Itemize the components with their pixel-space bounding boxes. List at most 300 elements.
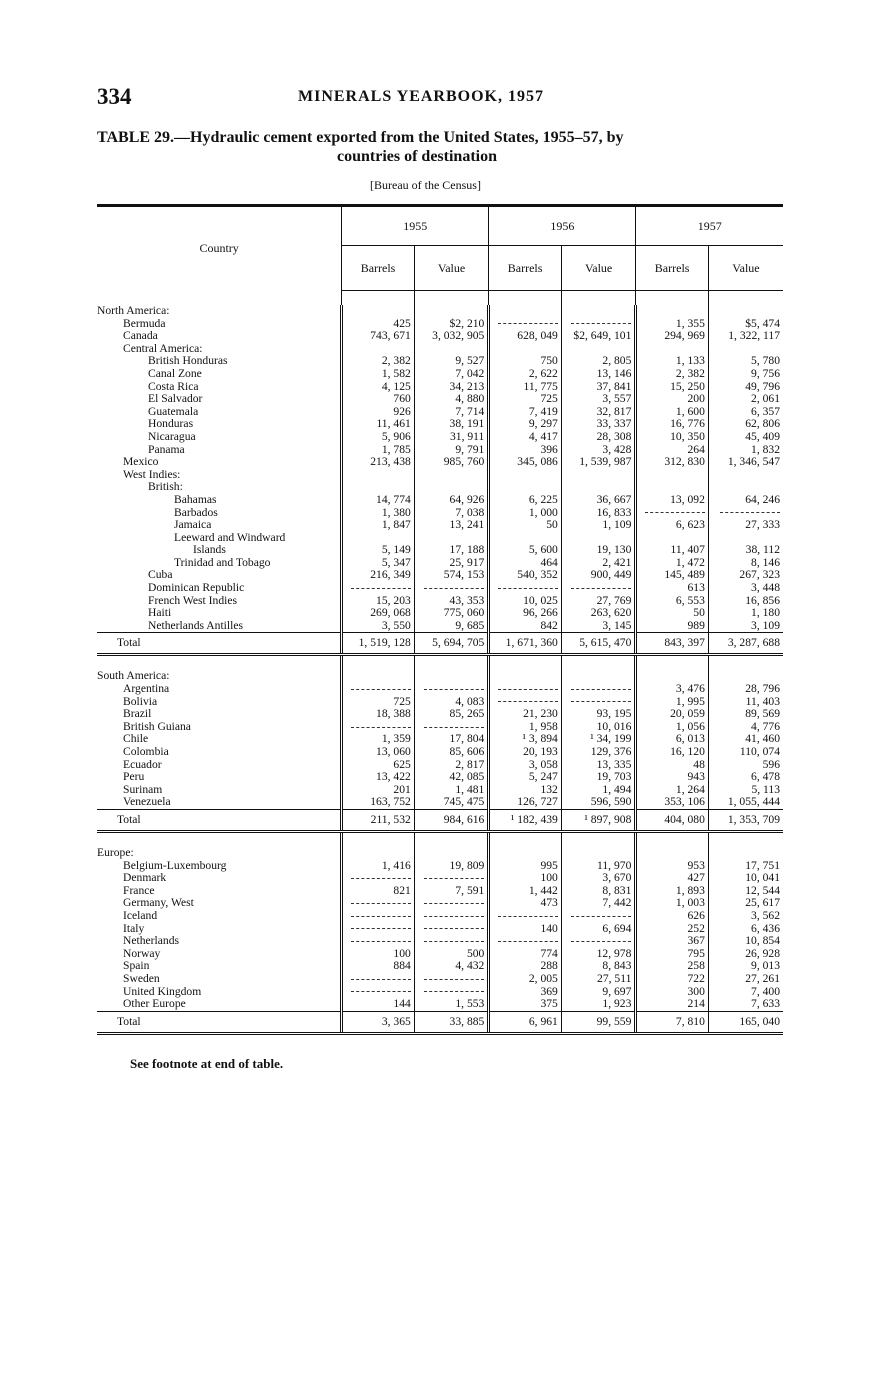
barrels-cell: 2, 382 <box>342 355 415 368</box>
value-cell: 13, 241 <box>414 519 489 532</box>
value-cell: $2, 210 <box>414 318 489 331</box>
barrels-cell: 843, 397 <box>636 633 709 655</box>
country-name: West Indies: <box>123 468 181 481</box>
value-cell: 3, 562 <box>708 910 783 923</box>
barrels-cell: 3, 476 <box>636 683 709 696</box>
country-name: Canal Zone <box>148 367 202 380</box>
barrels-cell: 258 <box>636 960 709 973</box>
country-name: Spain <box>123 960 150 973</box>
value-cell <box>561 683 636 696</box>
barrels-cell: 216, 349 <box>342 569 415 582</box>
barrels-cell <box>342 935 415 948</box>
no-data-dash <box>424 941 484 942</box>
value-cell: 64, 926 <box>414 494 489 507</box>
value-cell: 25, 917 <box>414 557 489 570</box>
value-cell: 62, 806 <box>708 418 783 431</box>
table-row <box>97 519 783 532</box>
value-cell: 2, 061 <box>708 393 783 406</box>
value-cell: 49, 796 <box>708 381 783 394</box>
value-cell: 1, 109 <box>561 519 636 532</box>
value-cell <box>561 935 636 948</box>
country-name: Iceland <box>123 909 158 922</box>
table-body <box>97 291 783 1034</box>
barrels-cell: 13, 422 <box>342 771 415 784</box>
column-header-country: Country <box>97 206 342 291</box>
no-data-dash <box>424 979 484 980</box>
no-data-dash <box>351 928 411 929</box>
no-data-dash <box>498 323 558 324</box>
table-row <box>97 456 783 469</box>
value-cell: 27, 769 <box>561 595 636 608</box>
country-name: Chile <box>123 733 149 746</box>
country-name: Colombia <box>123 746 169 758</box>
column-header-value: Value <box>561 246 636 291</box>
barrels-cell: 750 <box>489 355 562 368</box>
barrels-cell: 404, 080 <box>636 809 709 831</box>
barrels-cell: 1, 847 <box>342 519 415 532</box>
no-data-dash <box>351 916 411 917</box>
country-name: Cuba <box>148 569 173 582</box>
barrels-cell: 211, 532 <box>342 809 415 831</box>
table-source: [Bureau of the Census] <box>370 178 481 192</box>
barrels-cell: 628, 049 <box>489 330 562 343</box>
no-data-dash <box>424 991 484 992</box>
value-cell: 1, 481 <box>414 784 489 797</box>
barrels-cell: 6, 553 <box>636 595 709 608</box>
value-cell: 38, 191 <box>414 418 489 431</box>
value-cell: 12, 544 <box>708 885 783 898</box>
value-cell: 574, 153 <box>414 569 489 582</box>
country-name: United Kingdom <box>123 985 202 998</box>
barrels-cell <box>342 973 415 986</box>
barrels-cell: 1, 995 <box>636 696 709 709</box>
barrels-cell <box>489 305 562 318</box>
barrels-cell: 842 <box>489 620 562 633</box>
value-cell <box>708 305 783 318</box>
table-row <box>97 330 783 343</box>
table-row <box>97 935 783 948</box>
barrels-cell: 50 <box>489 519 562 532</box>
barrels-cell: 252 <box>636 923 709 936</box>
country-name: Bolivia <box>123 695 158 708</box>
value-cell: 6, 357 <box>708 406 783 419</box>
barrels-cell: 163, 752 <box>342 796 415 809</box>
value-cell: 13, 146 <box>561 368 636 381</box>
value-cell: 1, 180 <box>708 607 783 620</box>
table-title-line-2: countries of destination <box>337 148 497 165</box>
barrels-cell: 15, 203 <box>342 595 415 608</box>
country-name: Surinam <box>123 783 163 796</box>
table-row <box>97 986 783 999</box>
no-data-dash <box>351 727 411 728</box>
value-cell: 596 <box>708 759 783 772</box>
no-data-dash <box>424 928 484 929</box>
value-cell: 10, 016 <box>561 721 636 734</box>
value-cell: 2, 817 <box>414 759 489 772</box>
table-row <box>97 948 783 961</box>
no-data-dash <box>424 689 484 690</box>
value-cell: 3, 287, 688 <box>708 633 783 655</box>
barrels-cell: 2, 005 <box>489 973 562 986</box>
table-row <box>97 960 783 973</box>
barrels-cell <box>636 847 709 860</box>
country-name: Other Europe <box>123 998 186 1011</box>
no-data-dash <box>498 941 558 942</box>
group-heading-row <box>97 305 783 318</box>
barrels-cell: 345, 086 <box>489 456 562 469</box>
barrels-cell: 1, 133 <box>636 355 709 368</box>
column-header-year-1955: 1955 <box>342 206 489 246</box>
barrels-cell: 821 <box>342 885 415 898</box>
barrels-cell <box>489 683 562 696</box>
value-cell: 1, 346, 547 <box>708 456 783 469</box>
table-row <box>97 796 783 809</box>
table-row <box>97 683 783 696</box>
country-name: British Guiana <box>123 720 191 733</box>
value-cell <box>414 897 489 910</box>
barrels-cell: 213, 438 <box>342 456 415 469</box>
value-cell: 41, 460 <box>708 733 783 746</box>
column-header-year-1956: 1956 <box>489 206 636 246</box>
value-cell: 3, 109 <box>708 620 783 633</box>
country-name: Europe: <box>97 846 134 859</box>
value-cell <box>561 847 636 860</box>
country-name: Germany, West <box>123 897 194 910</box>
barrels-cell: 725 <box>489 393 562 406</box>
country-name: Costa Rica <box>148 380 199 393</box>
barrels-cell <box>636 305 709 318</box>
no-data-dash <box>571 701 631 702</box>
value-cell: 11, 403 <box>708 696 783 709</box>
table-row <box>97 897 783 910</box>
footnote: See footnote at end of table. <box>130 1056 284 1071</box>
table-row <box>97 381 783 394</box>
value-cell: 4, 880 <box>414 393 489 406</box>
table-gap-row <box>97 831 783 847</box>
barrels-cell: 13, 092 <box>636 494 709 507</box>
barrels-cell: 1, 056 <box>636 721 709 734</box>
barrels-cell: 367 <box>636 935 709 948</box>
country-name: France <box>123 884 155 897</box>
value-cell <box>561 582 636 595</box>
country-name: Total <box>97 809 342 831</box>
barrels-cell: 6, 623 <box>636 519 709 532</box>
value-cell: ¹ 34, 199 <box>561 733 636 746</box>
no-data-dash <box>720 512 780 513</box>
country-name: Central America: <box>123 342 203 355</box>
value-cell: 1, 353, 709 <box>708 809 783 831</box>
value-cell: 33, 337 <box>561 418 636 431</box>
column-header-barrels: Barrels <box>342 246 415 291</box>
barrels-cell: 300 <box>636 986 709 999</box>
cement-export-table <box>97 204 783 1035</box>
total-row <box>97 633 783 655</box>
value-cell <box>414 973 489 986</box>
barrels-cell: 774 <box>489 948 562 961</box>
country-name: South America: <box>97 670 170 683</box>
value-cell: 12, 978 <box>561 948 636 961</box>
no-data-dash <box>424 727 484 728</box>
barrels-cell: 1, 380 <box>342 507 415 520</box>
barrels-cell: 743, 671 <box>342 330 415 343</box>
page-number: 334 <box>97 84 132 109</box>
value-cell: 32, 817 <box>561 406 636 419</box>
country-name: French West Indies <box>148 594 238 607</box>
barrels-cell: 473 <box>489 897 562 910</box>
value-cell: 33, 885 <box>414 1011 489 1033</box>
barrels-cell: 1, 416 <box>342 860 415 873</box>
value-cell: 2, 805 <box>561 355 636 368</box>
table-row <box>97 431 783 444</box>
value-cell: 6, 478 <box>708 771 783 784</box>
barrels-cell: 989 <box>636 620 709 633</box>
country-name: Trinidad and Tobago <box>174 556 271 569</box>
value-cell: 34, 213 <box>414 381 489 394</box>
no-data-dash <box>351 941 411 942</box>
barrels-cell <box>489 582 562 595</box>
value-cell: 5, 113 <box>708 784 783 797</box>
barrels-cell: 6, 225 <box>489 494 562 507</box>
barrels-cell: 795 <box>636 948 709 961</box>
total-row <box>97 809 783 831</box>
value-cell: 11, 970 <box>561 860 636 873</box>
barrels-cell: 20, 059 <box>636 708 709 721</box>
barrels-cell: 722 <box>636 973 709 986</box>
value-cell: 8, 146 <box>708 557 783 570</box>
barrels-cell: 1, 600 <box>636 406 709 419</box>
value-cell: 165, 040 <box>708 1011 783 1033</box>
value-cell: 5, 615, 470 <box>561 633 636 655</box>
barrels-cell: 11, 407 <box>636 544 709 557</box>
barrels-cell: 884 <box>342 960 415 973</box>
table-row <box>97 923 783 936</box>
value-cell: 3, 557 <box>561 393 636 406</box>
barrels-cell: 953 <box>636 860 709 873</box>
barrels-cell: 1, 893 <box>636 885 709 898</box>
value-cell: 7, 400 <box>708 986 783 999</box>
barrels-cell: 369 <box>489 986 562 999</box>
no-data-dash <box>498 701 558 702</box>
table-row <box>97 860 783 873</box>
table-row <box>97 595 783 608</box>
no-data-dash <box>571 941 631 942</box>
no-data-dash <box>498 588 558 589</box>
value-cell: 89, 569 <box>708 708 783 721</box>
value-cell: 9, 013 <box>708 960 783 973</box>
country-name: Mexico <box>123 456 159 469</box>
value-cell: 900, 449 <box>561 569 636 582</box>
barrels-cell: 1, 359 <box>342 733 415 746</box>
barrels-cell: 926 <box>342 406 415 419</box>
value-cell: 7, 442 <box>561 897 636 910</box>
no-data-dash <box>351 588 411 589</box>
value-cell: $5, 474 <box>708 318 783 331</box>
barrels-cell <box>342 469 415 482</box>
barrels-cell: ¹ 3, 894 <box>489 733 562 746</box>
no-data-dash <box>571 323 631 324</box>
value-cell: 129, 376 <box>561 746 636 759</box>
table-row <box>97 368 783 381</box>
value-cell: 3, 670 <box>561 872 636 885</box>
barrels-cell: 140 <box>489 923 562 936</box>
column-header-barrels: Barrels <box>489 246 562 291</box>
value-cell: 9, 527 <box>414 355 489 368</box>
country-name: British Honduras <box>148 355 228 368</box>
no-data-dash <box>498 916 558 917</box>
value-cell <box>414 923 489 936</box>
value-cell: 16, 856 <box>708 595 783 608</box>
barrels-cell: 214 <box>636 998 709 1011</box>
barrels-cell <box>636 469 709 482</box>
country-name: Total <box>97 1011 342 1033</box>
country-name: Haiti <box>148 607 172 620</box>
barrels-cell: 100 <box>489 872 562 885</box>
barrels-cell: 145, 489 <box>636 569 709 582</box>
barrels-cell: 5, 247 <box>489 771 562 784</box>
value-cell: 9, 685 <box>414 620 489 633</box>
value-cell: 5, 694, 705 <box>414 633 489 655</box>
barrels-cell <box>489 910 562 923</box>
value-cell: 7, 714 <box>414 406 489 419</box>
table-row <box>97 620 783 633</box>
barrels-cell: 13, 060 <box>342 746 415 759</box>
table-row <box>97 569 783 582</box>
barrels-cell <box>489 847 562 860</box>
barrels-cell <box>342 872 415 885</box>
barrels-cell: 132 <box>489 784 562 797</box>
value-cell: 1, 553 <box>414 998 489 1011</box>
group-heading-row <box>97 847 783 860</box>
barrels-cell: 15, 250 <box>636 381 709 394</box>
barrels-cell: 1, 472 <box>636 557 709 570</box>
no-data-dash <box>571 916 631 917</box>
country-name: Dominican Republic <box>148 582 245 595</box>
barrels-cell: 312, 830 <box>636 456 709 469</box>
value-cell: 985, 760 <box>414 456 489 469</box>
barrels-cell: 760 <box>342 393 415 406</box>
value-cell: 64, 246 <box>708 494 783 507</box>
barrels-cell: 269, 068 <box>342 607 415 620</box>
barrels-cell: 427 <box>636 872 709 885</box>
table-row <box>97 759 783 772</box>
barrels-cell: 6, 013 <box>636 733 709 746</box>
barrels-cell: 18, 388 <box>342 708 415 721</box>
value-cell: 42, 085 <box>414 771 489 784</box>
value-cell: 19, 130 <box>561 544 636 557</box>
value-cell: 3, 428 <box>561 444 636 457</box>
value-cell: 17, 751 <box>708 860 783 873</box>
column-header-year-1957: 1957 <box>636 206 783 246</box>
barrels-cell <box>342 683 415 696</box>
barrels-cell <box>342 923 415 936</box>
value-cell: 5, 780 <box>708 355 783 368</box>
barrels-cell: 1, 000 <box>489 507 562 520</box>
value-cell: 45, 409 <box>708 431 783 444</box>
barrels-cell: 353, 106 <box>636 796 709 809</box>
table-row <box>97 910 783 923</box>
value-cell: 267, 323 <box>708 569 783 582</box>
country-name: Netherlands Antilles <box>148 619 243 632</box>
country-name: North America: <box>97 305 170 317</box>
value-cell: 3, 448 <box>708 582 783 595</box>
barrels-cell: 2, 382 <box>636 368 709 381</box>
barrels-cell: 200 <box>636 393 709 406</box>
value-cell: 9, 697 <box>561 986 636 999</box>
column-header-barrels: Barrels <box>636 246 709 291</box>
value-cell: 1, 832 <box>708 444 783 457</box>
value-cell <box>414 670 489 683</box>
barrels-cell <box>489 469 562 482</box>
country-name: Honduras <box>148 418 194 431</box>
table-spacer-row <box>97 291 783 306</box>
value-cell: 10, 041 <box>708 872 783 885</box>
no-data-dash <box>351 903 411 904</box>
barrels-cell: 21, 230 <box>489 708 562 721</box>
barrels-cell: 144 <box>342 998 415 1011</box>
table-row <box>97 582 783 595</box>
no-data-dash <box>424 903 484 904</box>
barrels-cell: 11, 461 <box>342 418 415 431</box>
country-name: Ecuador <box>123 758 162 771</box>
value-cell: 13, 335 <box>561 759 636 772</box>
country-name: Bermuda <box>123 317 166 330</box>
value-cell: 1, 923 <box>561 998 636 1011</box>
table-row <box>97 494 783 507</box>
value-cell: 28, 308 <box>561 431 636 444</box>
barrels-cell: 100 <box>342 948 415 961</box>
value-cell: 9, 756 <box>708 368 783 381</box>
country-name: Bahamas <box>174 493 217 506</box>
no-data-dash <box>645 512 705 513</box>
country-name: Peru <box>123 771 145 784</box>
value-cell: 19, 703 <box>561 771 636 784</box>
country-name: Sweden <box>123 972 160 985</box>
barrels-cell: 1, 671, 360 <box>489 633 562 655</box>
value-cell <box>414 910 489 923</box>
barrels-cell: 16, 120 <box>636 746 709 759</box>
value-cell: 500 <box>414 948 489 961</box>
value-cell <box>561 305 636 318</box>
barrels-cell: 5, 600 <box>489 544 562 557</box>
table-row <box>97 771 783 784</box>
no-data-dash <box>424 878 484 879</box>
value-cell: 984, 616 <box>414 809 489 831</box>
barrels-cell: 4, 417 <box>489 431 562 444</box>
value-cell: 27, 333 <box>708 519 783 532</box>
value-cell: 37, 841 <box>561 381 636 394</box>
value-cell: 596, 590 <box>561 796 636 809</box>
barrels-cell: 1, 264 <box>636 784 709 797</box>
barrels-cell: 540, 352 <box>489 569 562 582</box>
value-cell: 3, 145 <box>561 620 636 633</box>
country-name: Denmark <box>123 872 167 885</box>
no-data-dash <box>571 689 631 690</box>
value-cell <box>414 683 489 696</box>
barrels-cell: 7, 810 <box>636 1011 709 1033</box>
barrels-cell: 943 <box>636 771 709 784</box>
no-data-dash <box>424 916 484 917</box>
country-name: Venezuela <box>123 796 171 809</box>
value-cell: 2, 421 <box>561 557 636 570</box>
barrels-cell <box>342 897 415 910</box>
value-cell: 1, 322, 117 <box>708 330 783 343</box>
barrels-cell: 9, 297 <box>489 418 562 431</box>
value-cell: 85, 265 <box>414 708 489 721</box>
barrels-cell: 126, 727 <box>489 796 562 809</box>
barrels-cell: 1, 355 <box>636 318 709 331</box>
value-cell: 8, 831 <box>561 885 636 898</box>
value-cell: 4, 776 <box>708 721 783 734</box>
